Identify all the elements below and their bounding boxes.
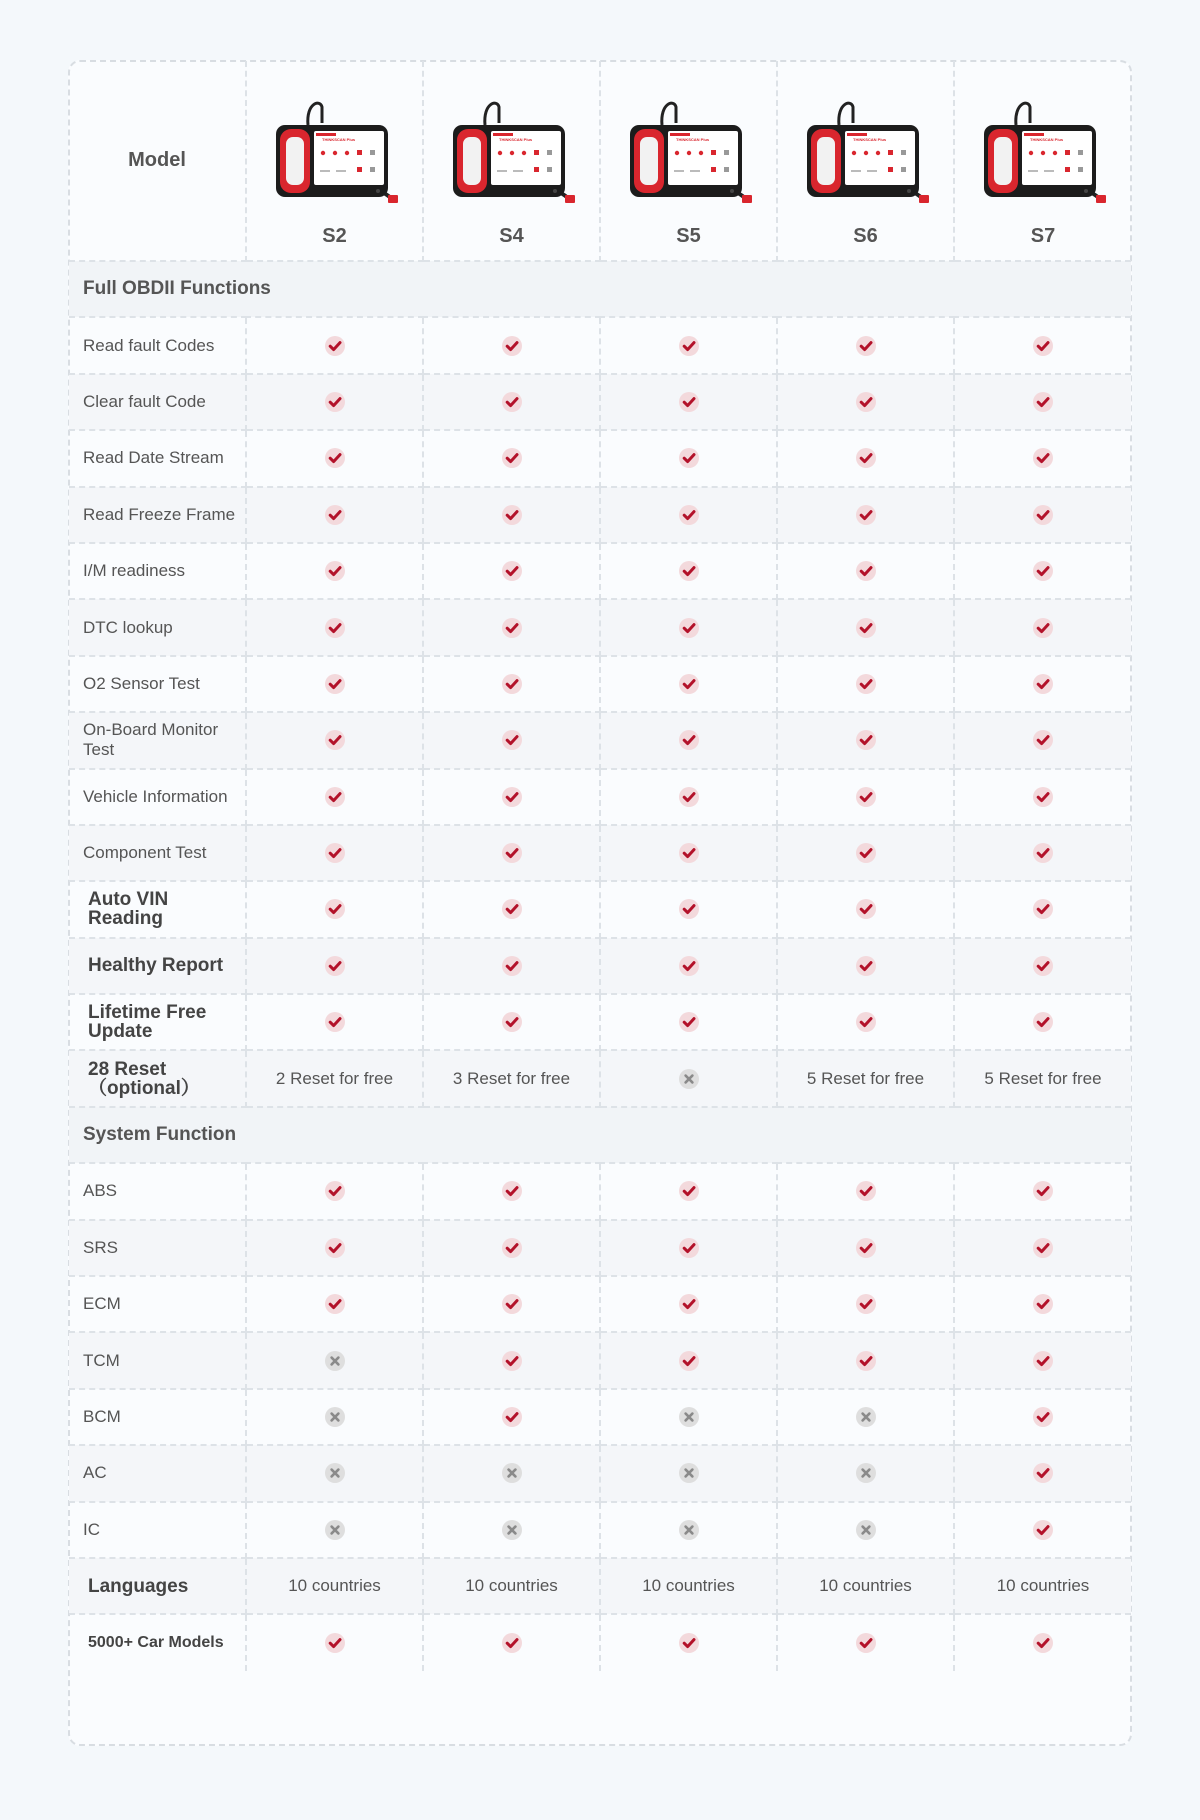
unsupported-cross-icon — [600, 1445, 777, 1501]
supported-check-icon — [777, 1332, 954, 1388]
supported-check-icon — [423, 656, 600, 712]
supported-check-icon — [777, 1163, 954, 1219]
supported-check-icon — [246, 712, 423, 768]
device-screen-brand: THINKSCAN Plus — [675, 137, 709, 142]
supported-check-icon — [600, 769, 777, 825]
supported-check-icon — [954, 374, 1131, 430]
supported-check-icon — [954, 487, 1131, 543]
supported-check-icon — [954, 1502, 1131, 1558]
supported-check-icon — [954, 1614, 1131, 1670]
section-header-row — [69, 1107, 1131, 1163]
feature-label: DTC lookup — [69, 599, 246, 655]
supported-check-icon — [777, 1220, 954, 1276]
scanner-device-image — [801, 95, 931, 215]
supported-check-icon — [954, 543, 1131, 599]
feature-value — [954, 1558, 1131, 1614]
feature-label: AC — [69, 1445, 246, 1501]
supported-check-icon — [423, 938, 600, 994]
model-column-s7 — [954, 61, 1131, 261]
supported-check-icon — [423, 1332, 600, 1388]
supported-check-icon — [600, 712, 777, 768]
supported-check-icon — [246, 374, 423, 430]
feature-row — [69, 543, 1131, 599]
model-name: S5 — [676, 225, 701, 247]
feature-label: On-Board Monitor Test — [69, 712, 246, 768]
unsupported-cross-icon — [246, 1389, 423, 1445]
supported-check-icon — [954, 430, 1131, 486]
supported-check-icon — [777, 1614, 954, 1670]
supported-check-icon — [600, 599, 777, 655]
feature-row — [69, 1050, 1131, 1106]
supported-check-icon — [246, 487, 423, 543]
scanner-device-image — [978, 95, 1108, 215]
model-column-s2 — [246, 61, 423, 261]
supported-check-icon — [423, 825, 600, 881]
supported-check-icon — [600, 374, 777, 430]
supported-check-icon — [777, 487, 954, 543]
supported-check-icon — [423, 487, 600, 543]
model-column-s6 — [777, 61, 954, 261]
unsupported-cross-icon — [246, 1502, 423, 1558]
supported-check-icon — [954, 1389, 1131, 1445]
feature-value-text: 5 Reset for free — [806, 1068, 925, 1088]
model-column-s5 — [600, 61, 777, 261]
feature-label: Languages — [69, 1558, 246, 1614]
feature-value-text: 5 Reset for free — [984, 1068, 1102, 1088]
supported-check-icon — [777, 881, 954, 937]
feature-value — [246, 1050, 423, 1106]
feature-row — [69, 1220, 1131, 1276]
supported-check-icon — [600, 1614, 777, 1670]
unsupported-cross-icon — [777, 1445, 954, 1501]
supported-check-icon — [777, 543, 954, 599]
feature-label: BCM — [69, 1389, 246, 1445]
supported-check-icon — [423, 1614, 600, 1670]
feature-value-text: 3 Reset for free — [452, 1068, 571, 1088]
unsupported-cross-icon — [423, 1445, 600, 1501]
supported-check-icon — [246, 1163, 423, 1219]
supported-check-icon — [246, 825, 423, 881]
comparison-table — [69, 61, 1131, 1671]
supported-check-icon — [423, 430, 600, 486]
feature-row — [69, 1332, 1131, 1388]
feature-row — [69, 994, 1131, 1050]
supported-check-icon — [246, 599, 423, 655]
supported-check-icon — [423, 769, 600, 825]
feature-value-text: 10 countries — [642, 1576, 735, 1596]
supported-check-icon — [777, 374, 954, 430]
device-screen-brand: THINKSCAN Plus — [321, 137, 355, 142]
feature-row — [69, 374, 1131, 430]
feature-label: Clear fault Code — [69, 374, 246, 430]
supported-check-icon — [246, 543, 423, 599]
unsupported-cross-icon — [777, 1502, 954, 1558]
supported-check-icon — [246, 656, 423, 712]
supported-check-icon — [246, 430, 423, 486]
supported-check-icon — [423, 881, 600, 937]
feature-row — [69, 1445, 1131, 1501]
supported-check-icon — [423, 599, 600, 655]
feature-label: SRS — [69, 1220, 246, 1276]
feature-label: Component Test — [69, 825, 246, 881]
feature-row — [69, 938, 1131, 994]
feature-label: ABS — [69, 1163, 246, 1219]
feature-value-text: 10 countries — [288, 1576, 381, 1596]
supported-check-icon — [246, 317, 423, 373]
supported-check-icon — [423, 712, 600, 768]
feature-value — [423, 1050, 600, 1106]
feature-value-text: 10 countries — [996, 1576, 1090, 1596]
feature-value-text: 10 countries — [465, 1576, 558, 1596]
feature-label: Read Freeze Frame — [69, 487, 246, 543]
supported-check-icon — [423, 1163, 600, 1219]
feature-label: 28 Reset （optional） — [69, 1050, 246, 1106]
feature-label: I/M readiness — [69, 543, 246, 599]
feature-label: Healthy Report — [69, 938, 246, 994]
unsupported-cross-icon — [600, 1050, 777, 1106]
supported-check-icon — [423, 1220, 600, 1276]
supported-check-icon — [600, 543, 777, 599]
section-title: System Function — [69, 1107, 1131, 1163]
feature-row — [69, 1558, 1131, 1614]
supported-check-icon — [600, 1276, 777, 1332]
section-header-row — [69, 261, 1131, 317]
feature-value — [777, 1050, 954, 1106]
feature-value — [954, 1050, 1131, 1106]
supported-check-icon — [777, 1276, 954, 1332]
supported-check-icon — [777, 825, 954, 881]
feature-value — [777, 1558, 954, 1614]
device-screen-brand: THINKSCAN Plus — [498, 137, 532, 142]
model-name: S2 — [322, 225, 347, 247]
feature-label: Auto VIN Reading — [69, 881, 246, 937]
supported-check-icon — [954, 712, 1131, 768]
section-title: Full OBDII Functions — [69, 261, 1131, 317]
feature-row — [69, 656, 1131, 712]
feature-row — [69, 881, 1131, 937]
supported-check-icon — [777, 769, 954, 825]
supported-check-icon — [600, 1163, 777, 1219]
feature-label: 5000+ Car Models — [69, 1614, 246, 1670]
supported-check-icon — [246, 1220, 423, 1276]
feature-value-text: 10 countries — [819, 1576, 912, 1596]
scanner-device-image — [270, 95, 400, 215]
unsupported-cross-icon — [777, 1389, 954, 1445]
supported-check-icon — [423, 994, 600, 1050]
feature-row — [69, 317, 1131, 373]
feature-row — [69, 1389, 1131, 1445]
model-label: Model — [69, 61, 246, 261]
supported-check-icon — [954, 769, 1131, 825]
supported-check-icon — [423, 374, 600, 430]
feature-label: Vehicle Information — [69, 769, 246, 825]
supported-check-icon — [777, 317, 954, 373]
supported-check-icon — [954, 656, 1131, 712]
device-screen-brand: THINKSCAN Plus — [852, 137, 886, 142]
supported-check-icon — [954, 1163, 1131, 1219]
feature-value-text: 2 Reset for free — [275, 1068, 394, 1088]
model-name: S6 — [853, 225, 878, 247]
device-screen-brand: THINKSCAN Plus — [1030, 137, 1064, 142]
supported-check-icon — [246, 1614, 423, 1670]
feature-row — [69, 1276, 1131, 1332]
feature-label: O2 Sensor Test — [69, 656, 246, 712]
supported-check-icon — [423, 1276, 600, 1332]
supported-check-icon — [954, 881, 1131, 937]
supported-check-icon — [600, 881, 777, 937]
feature-row — [69, 487, 1131, 543]
supported-check-icon — [423, 1389, 600, 1445]
supported-check-icon — [954, 1332, 1131, 1388]
supported-check-icon — [600, 317, 777, 373]
supported-check-icon — [246, 881, 423, 937]
feature-row — [69, 769, 1131, 825]
feature-label: Read fault Codes — [69, 317, 246, 373]
model-column-s4 — [423, 61, 600, 261]
supported-check-icon — [423, 317, 600, 373]
feature-label: Lifetime Free Update — [69, 994, 246, 1050]
feature-label: TCM — [69, 1332, 246, 1388]
supported-check-icon — [954, 825, 1131, 881]
supported-check-icon — [600, 938, 777, 994]
supported-check-icon — [954, 317, 1131, 373]
supported-check-icon — [954, 994, 1131, 1050]
unsupported-cross-icon — [600, 1502, 777, 1558]
supported-check-icon — [600, 1332, 777, 1388]
header-row — [69, 61, 1131, 261]
supported-check-icon — [777, 712, 954, 768]
feature-row — [69, 1502, 1131, 1558]
supported-check-icon — [600, 994, 777, 1050]
feature-row — [69, 1163, 1131, 1219]
supported-check-icon — [777, 599, 954, 655]
feature-value — [423, 1558, 600, 1614]
supported-check-icon — [600, 825, 777, 881]
unsupported-cross-icon — [600, 1389, 777, 1445]
model-name: S7 — [1030, 225, 1056, 247]
feature-row — [69, 430, 1131, 486]
feature-label: IC — [69, 1502, 246, 1558]
supported-check-icon — [954, 599, 1131, 655]
supported-check-icon — [246, 1276, 423, 1332]
supported-check-icon — [246, 769, 423, 825]
supported-check-icon — [246, 994, 423, 1050]
supported-check-icon — [954, 1445, 1131, 1501]
supported-check-icon — [954, 938, 1131, 994]
feature-value — [246, 1558, 423, 1614]
model-name: S4 — [499, 225, 524, 247]
feature-row — [69, 712, 1131, 768]
scanner-device-image — [447, 95, 577, 215]
supported-check-icon — [777, 656, 954, 712]
unsupported-cross-icon — [246, 1332, 423, 1388]
supported-check-icon — [777, 430, 954, 486]
scanner-device-image — [624, 95, 754, 215]
feature-value — [600, 1558, 777, 1614]
feature-row — [69, 1614, 1131, 1670]
unsupported-cross-icon — [423, 1502, 600, 1558]
supported-check-icon — [777, 938, 954, 994]
feature-row — [69, 599, 1131, 655]
supported-check-icon — [246, 938, 423, 994]
feature-label: ECM — [69, 1276, 246, 1332]
supported-check-icon — [777, 994, 954, 1050]
supported-check-icon — [600, 430, 777, 486]
supported-check-icon — [954, 1220, 1131, 1276]
supported-check-icon — [954, 1276, 1131, 1332]
unsupported-cross-icon — [246, 1445, 423, 1501]
supported-check-icon — [423, 543, 600, 599]
feature-label: Read Date Stream — [69, 430, 246, 486]
supported-check-icon — [600, 487, 777, 543]
supported-check-icon — [600, 1220, 777, 1276]
supported-check-icon — [600, 656, 777, 712]
feature-row — [69, 825, 1131, 881]
